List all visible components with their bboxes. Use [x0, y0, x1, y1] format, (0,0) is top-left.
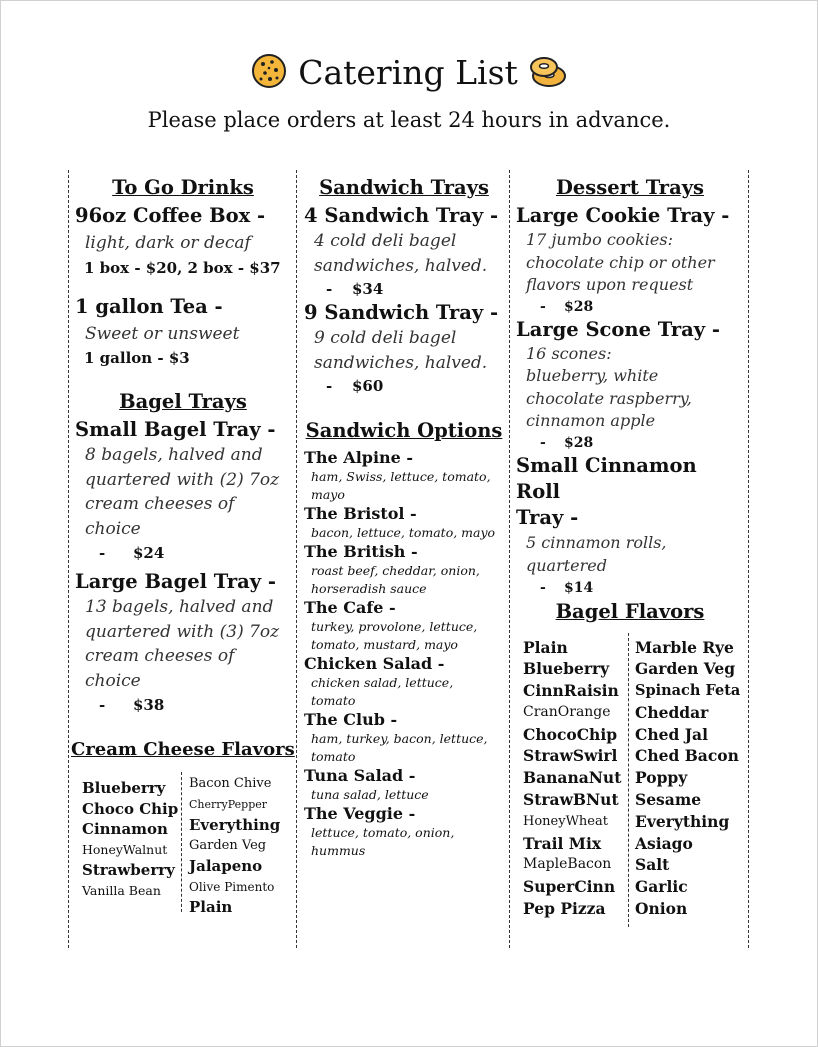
flavor-item: StrawBNut: [523, 790, 619, 810]
flavor-divider: [628, 633, 629, 927]
page-title: [0, 52, 818, 98]
sandwich-desc: hummus: [311, 843, 366, 858]
sandwich-desc: tomato: [311, 693, 356, 708]
item-price: 1 box - $20, 2 box - $37: [84, 258, 281, 277]
flavor-item: Plain: [189, 898, 233, 916]
flavor-item: BananaNut: [523, 768, 622, 788]
sandwich-option: [304, 766, 504, 804]
bagel-icon: [528, 52, 568, 98]
item-desc: 9 cold deli bagel: [314, 328, 457, 348]
large-bagel-tray: [75, 569, 291, 717]
flavor-item: Spinach Feta: [635, 682, 741, 700]
section-heading-sandwich-trays: Sandwich Trays: [319, 176, 489, 199]
item-desc: quartered with (2) 7oz: [85, 469, 280, 490]
scone-tray: [516, 317, 744, 453]
item-name: 1 gallon Tea -: [75, 294, 223, 318]
sandwich-desc: roast beef, cheddar, onion,: [311, 563, 480, 578]
sandwich-option-list: [304, 448, 504, 860]
item-desc: quartered: [526, 556, 607, 575]
section-heading-dessert-trays: Dessert Trays: [555, 176, 705, 199]
item-desc: cinnamon apple: [526, 411, 656, 430]
flavor-item: CherryPepper: [189, 797, 268, 811]
sandwich-name: The Cafe -: [304, 598, 396, 617]
flavor-item: Choco Chip: [82, 799, 179, 818]
item-name: Tray -: [516, 505, 579, 529]
flavor-item: Strawberry: [82, 861, 175, 879]
flavor-item: StrawSwirl: [523, 746, 618, 766]
column-drinks-bagels: [71, 176, 295, 920]
flavor-divider: [181, 772, 182, 912]
item-desc: 17 jumbo cookies:: [526, 230, 673, 249]
bagel-flavor-col1: [523, 637, 621, 920]
item-name: Small Bagel Tray -: [75, 418, 276, 441]
flavor-item: Ched Bacon: [635, 746, 739, 766]
item-desc: sandwiches, halved.: [314, 352, 488, 373]
item-desc: 13 bagels, halved and: [85, 597, 274, 617]
item-name: Large Bagel Tray -: [75, 570, 277, 593]
sandwich-name: Tuna Salad -: [304, 766, 416, 785]
flavor-item: Cinnamon: [82, 820, 168, 838]
sandwich-name: The British -: [304, 542, 418, 561]
flavor-item: CranOrange: [523, 703, 611, 720]
column-divider: [296, 170, 297, 948]
item-desc: 5 cinnamon rolls,: [526, 532, 667, 552]
section-heading-drinks: To Go Drinks: [112, 176, 254, 199]
sandwich-option: [304, 598, 504, 654]
nine-sandwich-tray: [304, 300, 504, 397]
sandwich-name: The Bristol -: [304, 504, 417, 523]
bagel-flavor-col2: [635, 637, 740, 920]
flavor-item: Garden Veg: [635, 659, 736, 679]
sandwich-name: Chicken Salad -: [304, 654, 445, 673]
item-name: 4 Sandwich Tray -: [304, 204, 499, 227]
flavor-item: Everything: [189, 816, 281, 834]
flavor-item: CinnRaisin: [523, 681, 619, 701]
flavor-item: Vanilla Bean: [82, 882, 161, 898]
item-price: - $38: [99, 696, 165, 714]
column-sandwiches: [304, 176, 504, 860]
flavor-item: Blueberry: [82, 779, 166, 797]
flavor-item: Poppy: [635, 768, 688, 788]
flavor-item: MapleBacon: [523, 856, 612, 873]
item-desc: 16 scones:: [526, 343, 612, 363]
item-desc: flavors upon request: [526, 275, 694, 294]
item-name: 9 Sandwich Tray -: [304, 301, 499, 324]
flavor-item: Pep Pizza: [523, 899, 606, 919]
section-heading-bagel-flavors: Bagel Flavors: [555, 599, 705, 623]
column-divider: [509, 170, 510, 948]
item-desc: cream cheeses of choice: [85, 646, 235, 691]
column-desserts-bagels: [516, 176, 744, 933]
sandwich-desc: tomato, mustard, mayo: [311, 637, 458, 652]
item-price: - $34: [326, 280, 384, 298]
sandwich-desc: mayo: [311, 487, 345, 502]
four-sandwich-tray: [304, 203, 504, 300]
item-desc: 8 bagels, halved and: [85, 445, 263, 465]
flavor-item: Garlic: [635, 877, 688, 897]
flavor-item: Everything: [635, 811, 730, 831]
item-price: - $28: [540, 434, 594, 451]
flavor-item: Olive Pimento: [189, 879, 275, 894]
cream-cheese-col2: [189, 774, 280, 918]
small-bagel-tray: [75, 417, 291, 565]
sandwich-option: [304, 504, 504, 542]
column-divider: [748, 170, 749, 948]
flavor-item: Bacon Chive: [189, 776, 272, 791]
item-desc: blueberry, white: [526, 366, 659, 385]
sandwich-option: [304, 654, 504, 710]
item-desc: Sweet or unsweet: [85, 323, 240, 344]
flavor-item: Salt: [635, 855, 670, 875]
flavor-item: Trail Mix: [523, 833, 602, 853]
sandwich-name: The Club -: [304, 710, 398, 729]
item-name: Small Cinnamon Roll: [516, 453, 697, 503]
column-divider: [68, 170, 69, 948]
cookie-tray: [516, 203, 744, 317]
flavor-item: Marble Rye: [635, 637, 734, 657]
item-desc: light, dark or decaf: [85, 233, 251, 253]
item-desc: sandwiches, halved.: [314, 255, 488, 276]
sandwich-desc: tuna salad, lettuce: [311, 787, 429, 802]
bagel-flavor-columns: [516, 633, 744, 933]
sandwich-desc: ham, turkey, bacon, lettuce,: [311, 731, 488, 746]
item-price: - $60: [326, 377, 384, 395]
cream-cheese-col1: [82, 778, 178, 901]
item-price: - $24: [99, 544, 165, 562]
sandwich-desc: horseradish sauce: [311, 581, 427, 596]
flavor-item: Sesame: [635, 790, 702, 810]
flavor-item: Garden Veg: [189, 837, 267, 853]
section-heading-bagel-trays: Bagel Trays: [119, 390, 247, 413]
flavor-item: Cheddar: [635, 702, 709, 722]
flavor-item: Onion: [635, 899, 688, 919]
item-price: - $14: [540, 579, 594, 596]
sandwich-option: [304, 542, 504, 598]
sandwich-option: [304, 804, 504, 860]
flavor-item: Blueberry: [523, 659, 610, 679]
sandwich-name: The Veggie -: [304, 804, 416, 823]
tea-gallon: [75, 294, 291, 371]
sandwich-desc: turkey, provolone, lettuce,: [311, 619, 478, 634]
title-text: Catering List: [298, 53, 518, 92]
flavor-item: Plain: [523, 637, 568, 657]
subtitle: Please place orders at least 24 hours in advance.: [147, 108, 671, 132]
sandwich-name: The Alpine -: [304, 448, 414, 467]
sandwich-desc: bacon, lettuce, tomato, mayo: [311, 525, 496, 540]
item-desc: chocolate chip or other: [526, 252, 715, 272]
item-price: 1 gallon - $3: [84, 349, 190, 367]
sandwich-desc: tomato: [311, 749, 356, 764]
sandwich-desc: chicken salad, lettuce,: [311, 675, 454, 690]
item-desc: quartered with (3) 7oz: [85, 621, 280, 642]
coffee-box: [75, 203, 291, 280]
cream-cheese-columns: [75, 770, 291, 920]
flavor-item: HoneyWalnut: [82, 841, 168, 857]
sandwich-desc: ham, Swiss, lettuce, tomato,: [311, 469, 491, 484]
item-desc: chocolate raspberry,: [526, 388, 692, 408]
sandwich-desc: lettuce, tomato, onion,: [311, 825, 455, 840]
item-desc: 4 cold deli bagel: [314, 231, 457, 251]
flavor-item: HoneyWheat: [523, 813, 608, 829]
flavor-item: ChocoChip: [523, 724, 618, 744]
flavor-item: Jalapeno: [189, 857, 263, 875]
item-name: Large Scone Tray -: [516, 317, 720, 341]
cinnamon-roll-tray: [516, 453, 744, 598]
item-price: - $28: [540, 298, 594, 315]
section-heading-cream-cheese: Cream Cheese Flavors: [71, 739, 295, 760]
flavor-item: Ched Jal: [635, 724, 708, 744]
item-name: Large Cookie Tray -: [516, 204, 730, 227]
sandwich-option: [304, 448, 504, 504]
flavor-item: SuperCinn: [523, 877, 616, 897]
cookie-icon: [250, 52, 288, 98]
flavor-item: Asiago: [635, 833, 693, 853]
section-heading-sandwich-options: Sandwich Options: [305, 419, 503, 442]
item-desc: cream cheeses of choice: [85, 494, 235, 539]
sandwich-option: [304, 710, 504, 766]
item-name: 96oz Coffee Box -: [75, 204, 266, 227]
